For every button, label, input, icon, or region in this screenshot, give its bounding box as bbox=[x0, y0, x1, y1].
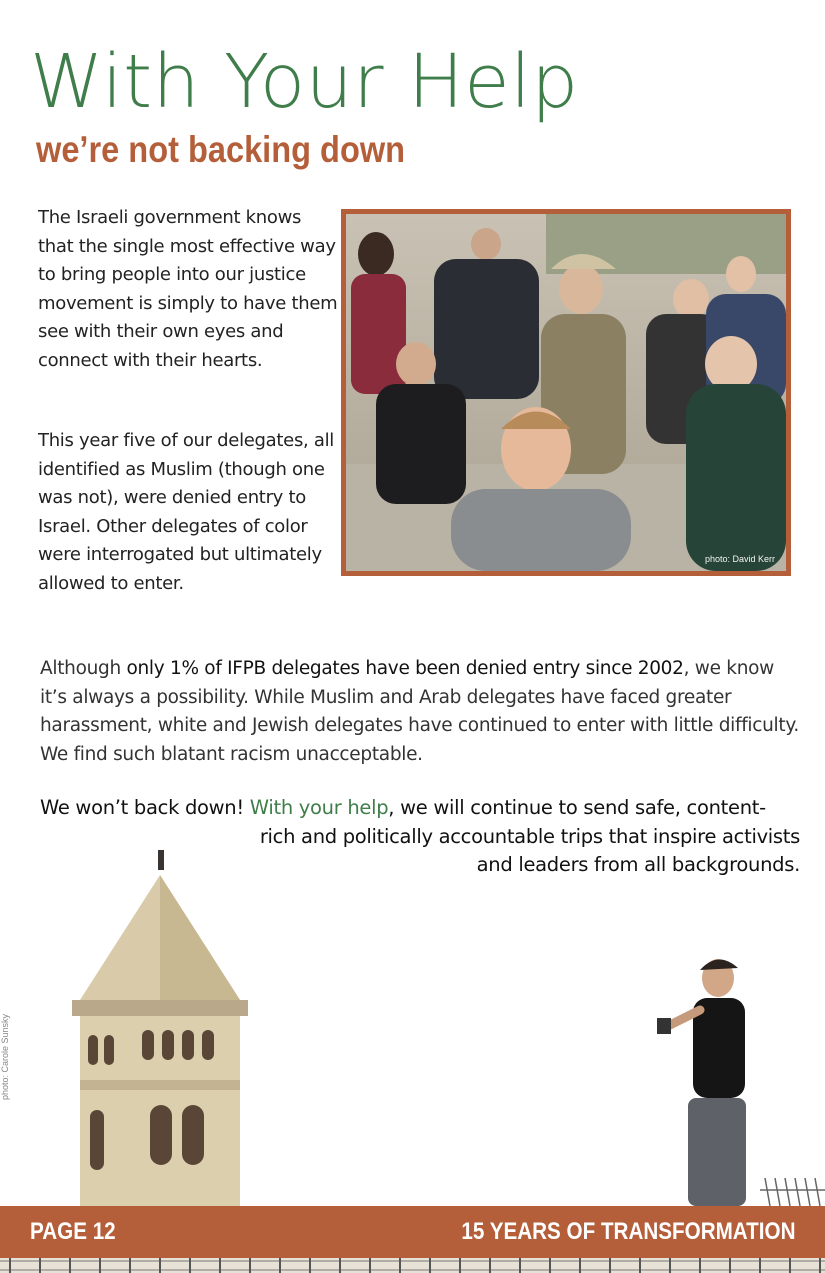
p4-b: , we will continue to send safe, content- bbox=[388, 796, 766, 819]
side-photo-credit: photo: Carole Sunsky bbox=[0, 1013, 10, 1100]
p4-line-2: rich and politically accountable trips that inspire activists bbox=[259, 824, 800, 848]
page-subtitle: we’re not backing down bbox=[36, 129, 406, 170]
p3-start: Although bbox=[40, 658, 127, 679]
p3-end: , we know it’s always a possibility. While Muslim and Arab delegates have faced greater harassment, white and Jewish delegates have continued to enter with little difficulty. We find such blatant racism unacceptable. bbox=[40, 658, 799, 765]
group-selfie-photo bbox=[346, 214, 786, 571]
bell-tower-and-figure-scene bbox=[0, 850, 825, 1210]
bell-tower-illustration bbox=[72, 850, 248, 1206]
footer-bar bbox=[0, 1206, 825, 1258]
p4-line-3: and leaders from all backgrounds. bbox=[476, 853, 800, 876]
page-title: With Your Help bbox=[30, 39, 579, 125]
bottom-fence-strip bbox=[0, 1258, 825, 1273]
intro-paragraph-2: This year five of our delegates, all identified as Muslim (though one was not), were denied entry to Israel. Other delegates of color were interrogated but ultimately allowed to enter. bbox=[38, 430, 335, 594]
photo-credit: photo: David Kerr bbox=[704, 554, 775, 564]
body-paragraph-3 bbox=[40, 655, 800, 769]
group-photo-frame bbox=[341, 209, 791, 576]
with-your-help-text: With your help bbox=[249, 796, 389, 819]
fence-illustration bbox=[760, 1178, 825, 1206]
person-standing-illustration bbox=[657, 959, 746, 1206]
footer-tagline: 15 YEARS OF TRANSFORMATION bbox=[460, 1218, 795, 1245]
p4-line-1 bbox=[40, 794, 800, 823]
p4-a: We won’t back down! bbox=[40, 796, 250, 819]
intro-paragraph-1: The Israeli government knows that the single most effective way to bring people into our justice movement is simply to have them see with their own eyes and connect with their hearts. bbox=[38, 207, 338, 371]
p3-emphasis: only 1% of IFPB delegates have been denied entry since 2002 bbox=[126, 658, 684, 679]
page-number: PAGE 12 bbox=[30, 1218, 116, 1245]
